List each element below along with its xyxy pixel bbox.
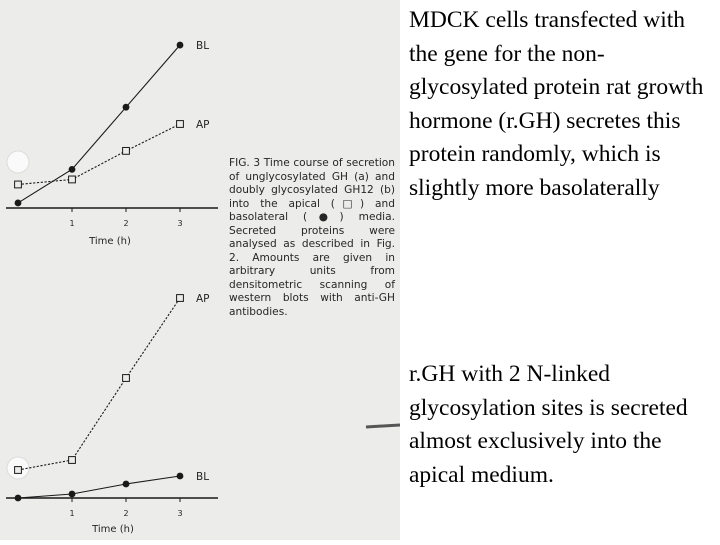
data-point-ap — [69, 457, 76, 464]
series-label-ap: AP — [196, 293, 210, 305]
data-point-bl — [69, 166, 76, 173]
x-axis-label: Time (h) — [89, 236, 131, 247]
x-tick-label: 1 — [69, 219, 75, 228]
series-label-ap: AP — [196, 119, 210, 131]
series-label-bl: BL — [196, 471, 210, 483]
chart-panel-a — [6, 40, 218, 247]
data-point-bl — [177, 473, 184, 480]
data-point-bl — [69, 491, 76, 498]
data-point-bl — [177, 42, 184, 49]
series-bl — [15, 471, 210, 501]
data-point-ap — [123, 375, 130, 382]
series-line — [18, 124, 180, 184]
data-point-ap — [177, 295, 184, 302]
data-point-bl — [123, 104, 130, 111]
series-line — [18, 298, 180, 470]
scan-mark — [366, 425, 400, 427]
x-tick-label: 2 — [123, 509, 129, 518]
figure-caption: FIG. 3 Time course of secretion of unglycosylated GH (a) and doubly glycosylated GH12 (b) into the apical (□) and basolateral (●) media. Secreted proteins were analysed as described in Fig. 2. Amounts are given in arbitrary units from densitometric scanning of western blots with anti-GH antibodies. — [229, 157, 395, 318]
series-ap — [15, 119, 210, 188]
data-point-ap — [123, 147, 130, 154]
x-axis-label: Time (h) — [92, 524, 134, 535]
x-tick-label: 3 — [177, 509, 183, 518]
data-point-ap — [15, 467, 22, 474]
chart-panel-b — [6, 293, 218, 535]
scan-hole-top — [7, 151, 29, 173]
series-line — [18, 476, 180, 498]
data-point-ap — [69, 176, 76, 183]
data-point-ap — [15, 181, 22, 188]
series-label-bl: BL — [196, 40, 210, 53]
x-tick-label: 1 — [69, 509, 75, 518]
slide-paragraph-1: MDCK cells transfected with the gene for the non-glycosylated protein rat growth hormone (r.GH) secretes this protein randomly, which is slightly more basolaterally — [409, 7, 704, 201]
x-tick-label: 2 — [123, 219, 129, 228]
data-point-bl — [15, 200, 22, 207]
slide-text — [409, 4, 715, 488]
slide-paragraph-2: r.GH with 2 N-linked glycosylation sites is secreted almost exclusively into the apical medium. — [409, 361, 688, 488]
charts-layer — [6, 40, 218, 535]
data-point-bl — [15, 495, 22, 502]
series-line — [18, 45, 180, 203]
series-ap — [15, 293, 210, 473]
x-tick-label: 3 — [177, 219, 183, 228]
data-point-bl — [123, 481, 130, 488]
data-point-ap — [177, 121, 184, 128]
